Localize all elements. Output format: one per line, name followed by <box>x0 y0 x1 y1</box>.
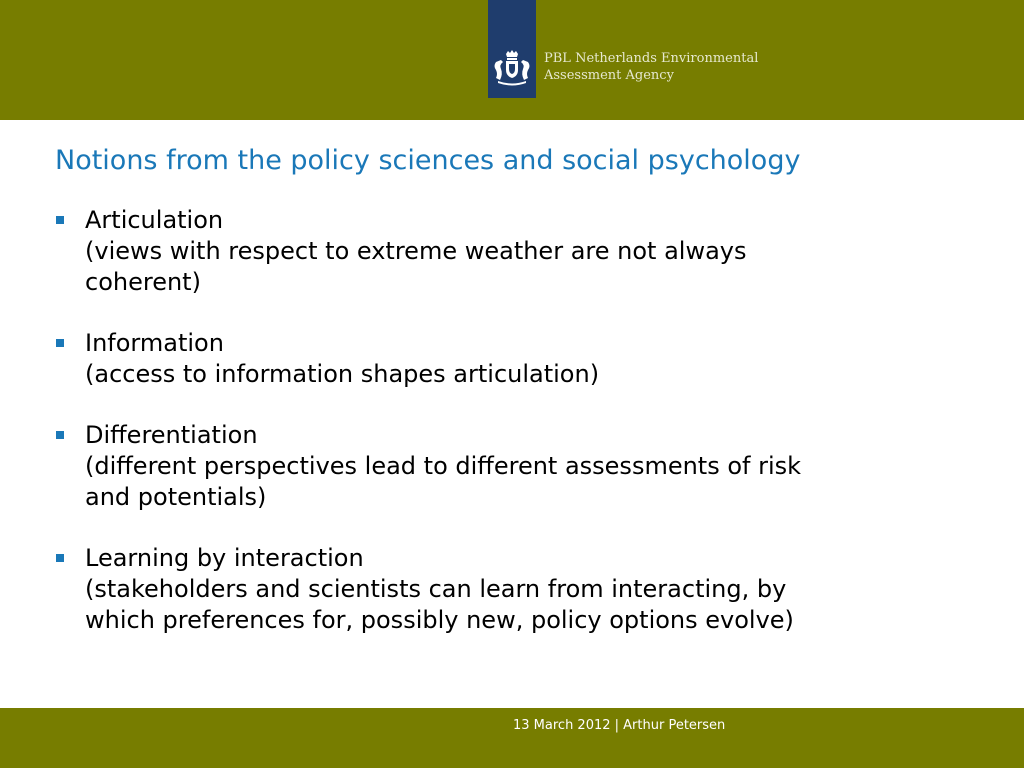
slide-title: Notions from the policy sciences and social psychology <box>55 145 801 176</box>
bullet-articulation <box>55 205 975 298</box>
bullet-detail-line: (views with respect to extreme weather are not always <box>85 237 747 265</box>
bullet-detail-line: which preferences for, possibly new, policy options evolve) <box>85 606 794 634</box>
bullet-heading: Information <box>85 329 224 357</box>
bullet-learning-by-interaction <box>55 543 975 636</box>
bullet-detail-line: and potentials) <box>85 483 267 511</box>
bullet-heading: Differentiation <box>85 421 258 449</box>
royal-coat-of-arms-icon <box>492 50 532 86</box>
bullet-square-icon <box>56 554 64 562</box>
footer-text: 13 March 2012 | Arthur Petersen <box>513 718 726 733</box>
bullet-detail-line: (stakeholders and scientists can learn from interacting, by <box>85 575 787 603</box>
bullet-differentiation <box>55 420 975 513</box>
bullet-detail-line: (different perspectives lead to different assessments of risk <box>85 452 802 480</box>
header-band <box>0 0 1024 120</box>
bullet-detail-line: coherent) <box>85 268 201 296</box>
agency-name-line-1: PBL Netherlands Environmental <box>544 51 759 66</box>
footer-band <box>0 708 1024 768</box>
bullet-detail-line: (access to information shapes articulation) <box>85 360 600 388</box>
bullet-heading: Learning by interaction <box>85 544 364 572</box>
agency-name <box>544 50 804 84</box>
agency-name-line-2: Assessment Agency <box>544 68 674 83</box>
bullet-square-icon <box>56 216 64 224</box>
logo-block <box>488 0 536 98</box>
bullet-square-icon <box>56 431 64 439</box>
bullet-square-icon <box>56 339 64 347</box>
bullet-information <box>55 328 975 390</box>
bullet-list <box>55 205 975 666</box>
bullet-heading: Articulation <box>85 206 224 234</box>
